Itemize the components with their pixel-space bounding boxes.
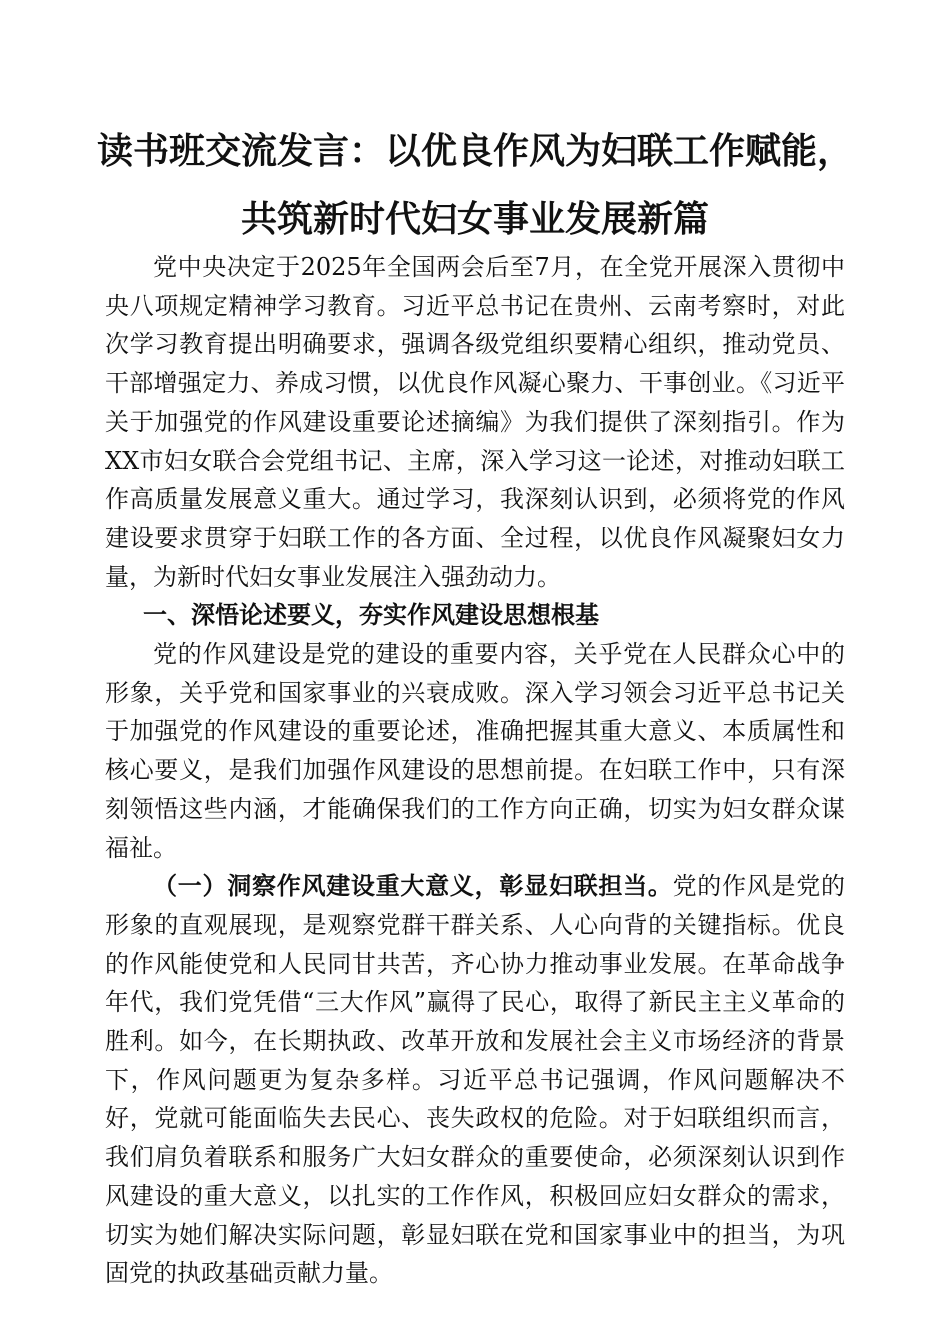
section-1-heading: 一、深悟论述要义，夯实作风建设思想根基 (143, 601, 599, 630)
document-title-line-2: 共筑新时代妇女事业发展新篇 (240, 199, 709, 240)
subsection-1-lead: （一）洞察作风建设重大意义，彰显妇联担当。 (153, 872, 673, 901)
subsection-1-paragraph (105, 867, 845, 1293)
document-title-line-1: 读书班交流发言：以优良作风为妇联工作赋能， (96, 131, 853, 172)
subsection-1-body: 党的作风是党的形象的直观展现，是观察党群干群关系、人心向背的关键指标。优良的作风能使党和人民同甘共苦，齐心协力推动事业发展。在革命战争年代，我们党凭借“三大作风”赢得了民心，取得了新民主主义革命的胜利。如今，在长期执政、改革开放和发展社会主义市场经济的背景下，作风问题更为复杂多样。习近平总书记强调，作风问题解决不好，党就可能面临失去民心、丧失政权的危险。对于妇联组织而言，我们肩负着联系和服务广大妇女群众的重要使命，必须深刻认识到作风建设的重大意义，以扎实的工作作风，积极回应妇女群众的需求，切实为她们解决实际问题，彰显妇联在党和国家事业中的担当，为巩固党的执政基础贡献力量。 (105, 872, 846, 1288)
document-body (105, 248, 845, 1293)
intro-paragraph: 党中央决定于2025年全国两会后至7月，在全党开展深入贯彻中央八项规定精神学习教育。习近平总书记在贵州、云南考察时，对此次学习教育提出明确要求，强调各级党组织要精心组织，推动党员、干部增强定力、养成习惯，以优良作风凝心聚力、干事创业。《习近平关于加强党的作风建设重要论述摘编》为我们提供了深刻指引。作为XX市妇女联合会党组书记、主席，深入学习这一论述，对推动妇联工作高质量发展意义重大。通过学习，我深刻认识到，必须将党的作风建设要求贯穿于妇联工作的各方面、全过程，以优良作风凝聚妇女力量，为新时代妇女事业发展注入强劲动力。 (105, 253, 845, 591)
section-1-paragraph: 党的作风建设是党的建设的重要内容，关乎党在人民群众心中的形象，关乎党和国家事业的兴衰成败。深入学习领会习近平总书记关于加强党的作风建设的重要论述，准确把握其重大意义、本质属性和核心要义，是我们加强作风建设的思想前提。在妇联工作中，只有深刻领悟这些内涵，才能确保我们的工作方向正确，切实为妇女群众谋福祉。 (105, 640, 845, 862)
